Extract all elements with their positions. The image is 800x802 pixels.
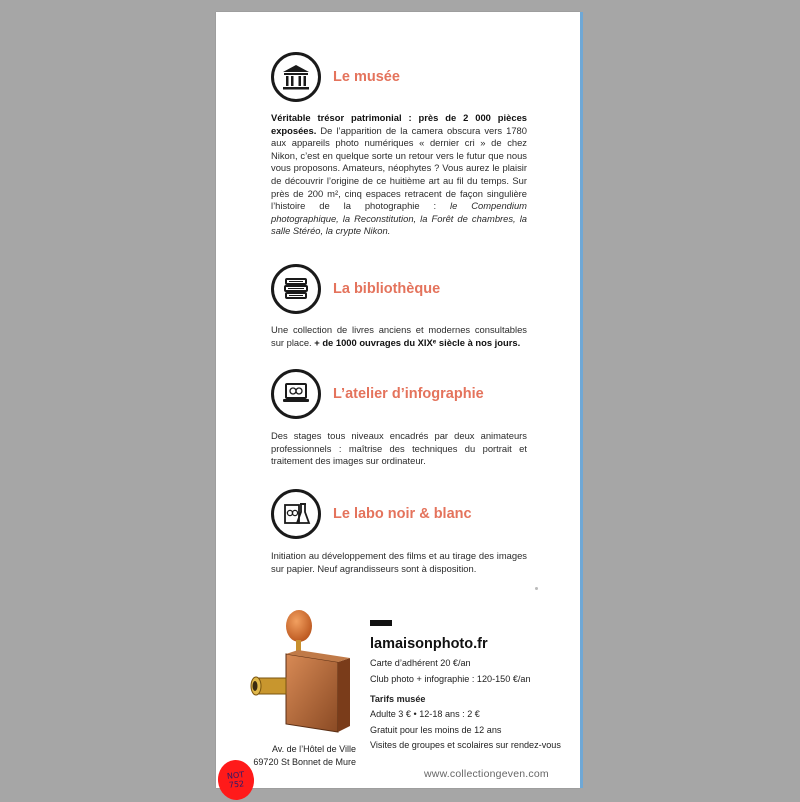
section-title-atelier: L’atelier d’infographie xyxy=(333,386,484,402)
books-icon xyxy=(271,264,321,314)
section-title-bibliotheque: La bibliothèque xyxy=(333,281,441,297)
section-title-labo: Le labo noir & blanc xyxy=(333,506,472,522)
free-admission: Gratuit pour les moins de 12 ans xyxy=(370,724,502,735)
section-musee-text xyxy=(271,112,527,238)
labo-body: Initiation au développement des films et au tirage des images sur papier. Neuf agrandisseurs sont à disposition. xyxy=(271,550,527,574)
tarifs-title: Tarifs musée xyxy=(370,694,426,704)
section-bibliotheque-text xyxy=(271,324,527,349)
musee-italic-tail: le Compendium photographique, la Reconstitution, la Forêt de chambres, la salle Stéréo, la crypte Nikon. xyxy=(271,200,527,237)
bibliotheque-body: Une collection de livres anciens et modernes consultables sur place. xyxy=(271,324,527,348)
page-edge xyxy=(580,12,583,788)
musee-body: De l’apparition de la camera obscura vers 1780 aux appareils photo numériques « dernier cri » de chez Nikon, c’est en quelque sorte un retour vers le futur que nous vous proposons. Amateurs, néophytes ? Vous aurez le plaisir de découvrir l’origine de ce huitième art au fil du temps. Sur près de 200 m², cinq espaces retracent de façon singulière l’histoire de la photographie : xyxy=(271,124,527,212)
info-bar-decoration xyxy=(370,620,392,626)
club-price: Club photo + infographie : 120-150 €/an xyxy=(370,673,531,684)
atelier-body: Des stages tous niveaux encadrés par deux animateurs professionnels : maîtrise des techniques du portrait et traitement des images sur ordinateur. xyxy=(271,430,527,467)
section-labo-header xyxy=(271,489,472,539)
decorative-dot xyxy=(535,587,538,590)
section-atelier-text xyxy=(271,430,527,468)
bibliotheque-bold-tail: + de 1000 ouvrages du XIXᵉ siècle à nos jours. xyxy=(314,336,521,348)
adult-price: Adulte 3 € • 12-18 ans : 2 € xyxy=(370,709,480,719)
info-block xyxy=(370,620,570,754)
address-line2: 69720 St Bonnet de Mure xyxy=(253,756,356,767)
antique-camera-illustration xyxy=(246,606,356,746)
laptop-icon xyxy=(271,369,321,419)
website-link[interactable]: lamaisonphoto.fr xyxy=(370,636,488,652)
section-atelier-header xyxy=(271,369,484,419)
section-musee-header xyxy=(271,52,400,102)
lab-icon xyxy=(271,489,321,539)
address-line1: Av. de l’Hôtel de Ville xyxy=(271,744,356,754)
musee-intro-bold: Véritable trésor patrimonial : près de 2 000 pièces exposées. xyxy=(271,112,527,136)
brochure-page xyxy=(216,12,580,788)
stamp-line2: 752 xyxy=(228,779,245,790)
section-bibliotheque-header xyxy=(271,264,440,314)
membership-price: Carte d’adhérent 20 €/an xyxy=(370,658,471,668)
watermark: www.collectiongeven.com xyxy=(424,768,549,780)
museum-icon xyxy=(271,52,321,102)
stamp-line1: NOT xyxy=(226,770,245,781)
section-labo-text xyxy=(271,550,527,575)
group-visits: Visites de groupes et scolaires sur rendez-vous xyxy=(370,740,561,750)
section-title-musee: Le musée xyxy=(333,69,400,85)
